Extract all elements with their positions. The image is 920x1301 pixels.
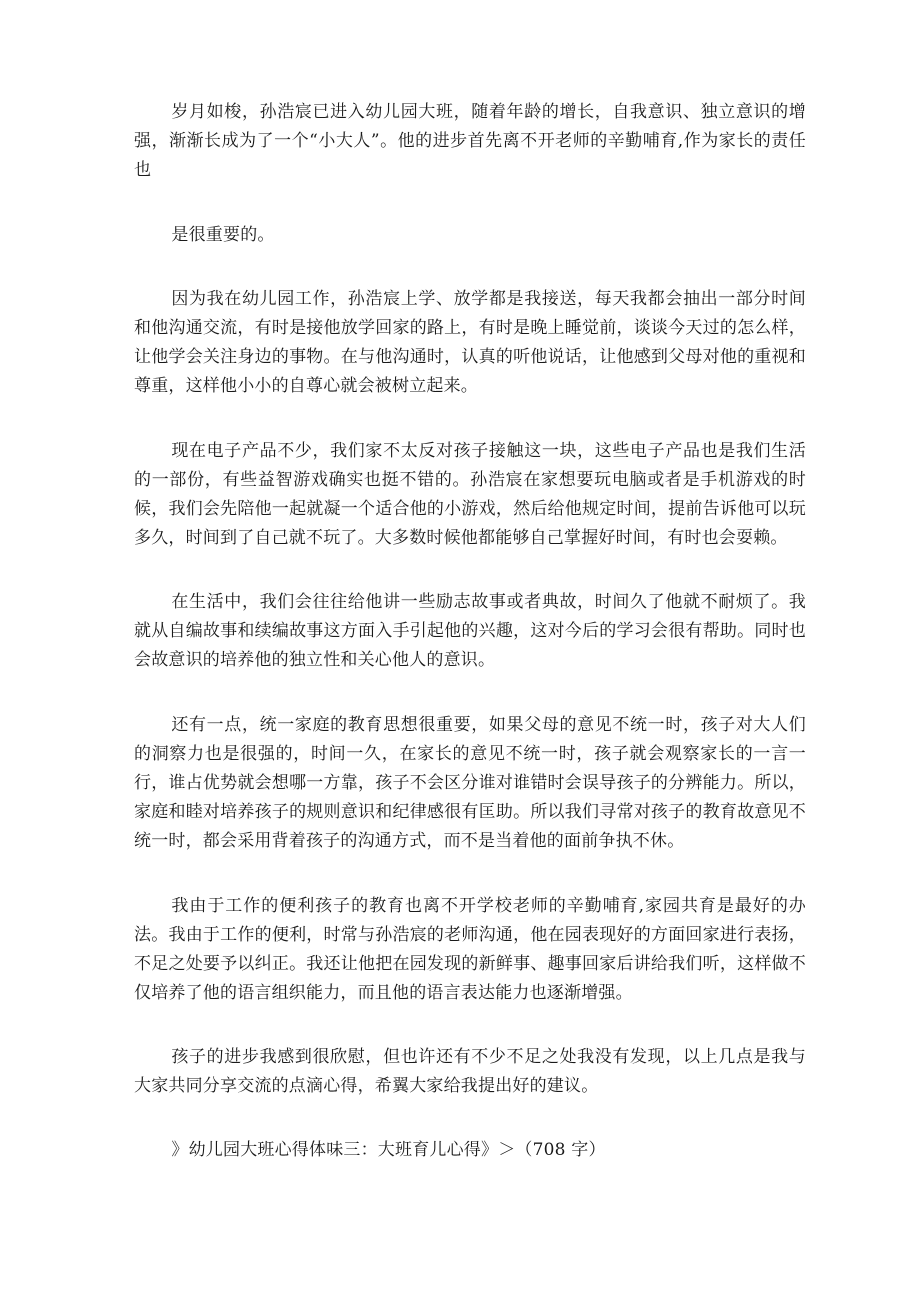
paragraph-6: 还有一点，统一家庭的教育思想很重要，如果父母的意见不统一时，孩子对大人们的洞察力也是很强的，时间一久，在家长的意见不统一时，孩子就会观察家长的一言一行，谁占优势就会想哪一方靠，孩子不会区分谁对谁错时会误导孩子的分辨能力。所以，家庭和睦对培养孩子的规则意识和纪律感很有匡助。所以我们寻常对孩子的教育故意见不统一时，都会采用背着孩子的沟通方式，而不是当着他的面前争执不休。 xyxy=(134,715,806,851)
footer-title-line: 》幼儿园大班心得体味三：大班育儿心得》＞（708 字） xyxy=(171,1140,606,1160)
document-body xyxy=(134,98,806,1165)
paragraph-1: 岁月如梭，孙浩宸已进入幼儿园大班，随着年龄的增长，自我意识、独立意识的增强，渐渐长成为了一个“小大人”。他的进步首先离不开老师的辛勤哺育,作为家长的责任也 xyxy=(134,102,806,180)
paragraph-5: 在生活中，我们会往往给他讲一些励志故事或者典故，时间久了他就不耐烦了。我就从自编故事和续编故事这方面入手引起他的兴趣，这对今后的学习会很有帮助。同时也会故意识的培养他的独立性和关心他人的意识。 xyxy=(134,592,806,670)
paragraph-7: 我由于工作的便利孩子的教育也离不开学校老师的辛勤哺育,家园共育是最好的办法。我由于工作的便利，时常与孙浩宸的老师沟通，他在园表现好的方面回家进行表扬，不足之处要予以纠正。我还让他把在园发现的新鲜事、趣事回家后讲给我们听，这样做不仅培养了他的语言组织能力，而且他的语言表达能力也逐渐增强。 xyxy=(134,896,806,1003)
paragraph-8: 孩子的进步我感到很欣慰，但也许还有不少不足之处我没有发现，以上几点是我与大家共同分享交流的点滴心得，希翼大家给我提出好的建议。 xyxy=(134,1047,806,1096)
paragraph-4: 现在电子产品不少，我们家不太反对孩子接触这一块，这些电子产品也是我们生活的一部份，有些益智游戏确实也挺不错的。孙浩宸在家想要玩电脑或者是手机游戏的时候，我们会先陪他一起就凝一个适合他的小游戏，然后给他规定时间，提前告诉他可以玩多久，时间到了自己就不玩了。大多数时候他都能够自己掌握好时间，有时也会耍赖。 xyxy=(134,441,806,548)
paragraph-3: 因为我在幼儿园工作，孙浩宸上学、放学都是我接送，每天我都会抽出一部分时间和他沟通交流，有时是接他放学回家的路上，有时是晚上睡觉前，谈谈今天过的怎么样，让他学会关注身边的事物。在与他沟通时，认真的听他说话，让他感到父母对他的重视和尊重，这样他小小的自尊心就会被树立起来。 xyxy=(134,289,806,396)
paragraph-2: 是很重要的。 xyxy=(171,225,275,245)
